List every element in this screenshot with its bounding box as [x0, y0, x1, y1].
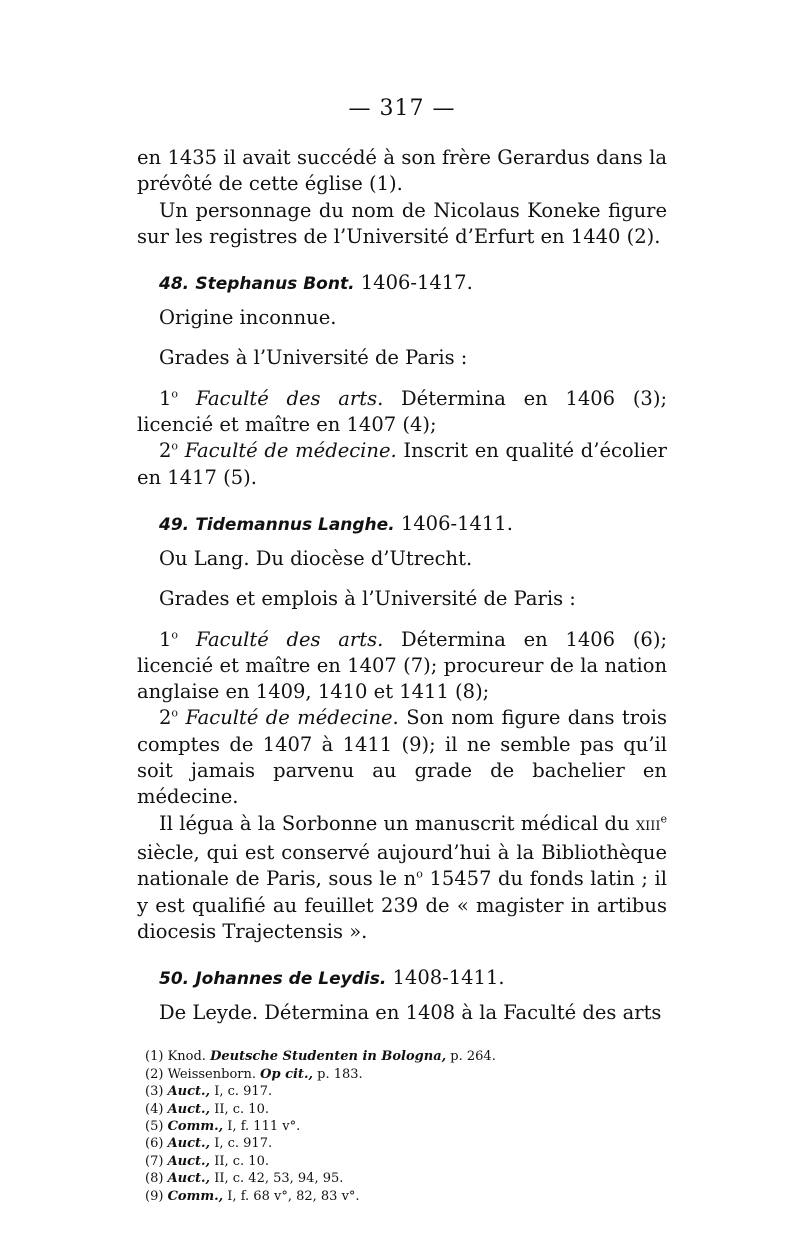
- footnote-post: I, c. 917.: [214, 1136, 273, 1152]
- entry-48-grade-1: [137, 386, 667, 439]
- footnote-post: p. 183.: [317, 1066, 363, 1082]
- footnote-pre: Knod.: [167, 1049, 206, 1065]
- entry-48-grade-1-faculty: Faculté des arts.: [195, 386, 384, 410]
- entry-49-name: Tidemannus Langhe.: [195, 514, 395, 535]
- entry-49-grade-2-text: Son nom figure dans trois comptes de 1407 à 1411 (9); il ne semble pas qu’il soit jamais parvenu au grade de bachelier en médecine.: [137, 706, 668, 809]
- entry-49-number: 49.: [159, 514, 190, 535]
- footnote-post: I, f. 68 v°, 82, 83 v°.: [227, 1188, 360, 1204]
- entry-49-grade-2-number: 2: [159, 706, 172, 730]
- footnote: [145, 1188, 667, 1205]
- entry-49-heading: [137, 511, 667, 538]
- entry-48-grade-2: [137, 438, 667, 491]
- intro-paragraph-2: Un personnage du nom de Nicolaus Koneke figure sur les registres de l’Université d’Erfurt en 1440 (2).: [137, 198, 667, 248]
- entry-49-grade-1-sup: o: [171, 628, 179, 642]
- footnote: [145, 1170, 667, 1187]
- footnote-post: II, c. 42, 53, 94, 95.: [214, 1171, 344, 1187]
- footnotes: [137, 1048, 667, 1205]
- entry-48-grade-1-number: 1: [159, 386, 172, 410]
- page-number: — 317 —: [348, 96, 456, 121]
- footnote-title: Auct.,: [167, 1084, 211, 1100]
- entry-50-dates: 1408-1411.: [392, 966, 505, 990]
- entry-48-grades: Grades à l’Université de Paris :: [159, 346, 468, 370]
- entry-49-grade-1: [137, 627, 667, 706]
- entry-48-grade-2-number: 2: [159, 439, 172, 463]
- entry-48-heading: [137, 270, 667, 297]
- footnote-number: (2): [145, 1066, 164, 1082]
- footnote: [145, 1153, 667, 1170]
- entry-48-grade-2-faculty: Faculté de médecine.: [184, 439, 397, 463]
- page: [137, 96, 667, 1205]
- footnote-number: (3): [145, 1084, 164, 1100]
- entry-49-legacy: [137, 811, 667, 945]
- footnote-post: II, c. 10.: [214, 1153, 269, 1169]
- entry-49-grade-2-sup: o: [171, 706, 179, 720]
- footnote: [145, 1135, 667, 1152]
- entry-48-grade-1-text: Détermina en 1406 (3); licencié et maître en 1407 (4);: [137, 386, 668, 437]
- entry-49-grade-1-text: Détermina en 1406 (6); licencié et maître en 1407 (7); procureur de la nation anglaise en 1409, 1410 et 1411 (8);: [137, 627, 668, 704]
- footnote-post: II, c. 10.: [214, 1101, 269, 1117]
- footnote: [145, 1066, 667, 1083]
- entry-48-grade-2-text: Inscrit en qualité d’écolier en 1417 (5).: [137, 439, 668, 489]
- footnote: [145, 1083, 667, 1100]
- footnote-post: I, f. 111 v°.: [227, 1119, 301, 1135]
- entry-49-origin: Ou Lang. Du diocèse d’Utrecht.: [159, 546, 473, 570]
- entry-48-origin: Origine inconnue.: [159, 306, 337, 330]
- footnote-title: Comm.,: [167, 1188, 224, 1204]
- footnote-title: Auct.,: [167, 1101, 211, 1117]
- footnote-number: (5): [145, 1119, 164, 1135]
- footnote: [145, 1048, 667, 1065]
- footnote-title: Auct.,: [167, 1171, 211, 1187]
- footnote-post: I, c. 917.: [214, 1084, 273, 1100]
- entry-48-grade-1-sup: o: [171, 387, 179, 401]
- footnote-number: (4): [145, 1101, 164, 1117]
- footnote-title: Auct.,: [167, 1136, 211, 1152]
- footnote-number: (6): [145, 1136, 164, 1152]
- entry-49-legacy-b: siècle, qui est conservé aujourd’hui à la Bibliothèque nationale de Paris, sous le n: [137, 840, 667, 891]
- footnote-title: Auct.,: [167, 1153, 211, 1169]
- entry-49-grades: Grades et emplois à l’Université de Paris :: [159, 587, 576, 611]
- footnote-number: (7): [145, 1153, 164, 1169]
- entry-49-dates: 1406-1411.: [400, 511, 513, 535]
- footnote-pre: Weissenborn.: [167, 1066, 256, 1082]
- entry-48-number: 48.: [159, 274, 190, 295]
- entry-50-text: De Leyde. Détermina en 1408 à la Faculté des arts: [159, 1001, 662, 1025]
- footnote-number: (9): [145, 1188, 164, 1204]
- entry-50-number: 50.: [159, 969, 190, 990]
- footnote-title: Deutsche Studenten in Bologna,: [210, 1049, 447, 1065]
- entry-49-legacy-a: Il légua à la Sorbonne un manuscrit médical du: [159, 811, 630, 835]
- intro-paragraph-1: en 1435 il avait succédé à son frère Gerardus dans la prévôté de cette église (1).: [137, 146, 667, 196]
- footnote-number: (8): [145, 1171, 164, 1187]
- footnote-title: Comm.,: [167, 1119, 224, 1135]
- entry-49-grade-1-number: 1: [159, 627, 172, 651]
- entry-49-grade-2-faculty: Faculté de médecine.: [185, 706, 399, 730]
- entry-50-name: Johannes de Leydis.: [195, 969, 387, 990]
- entry-49-legacy-no-sup: o: [416, 867, 423, 881]
- entry-49-grade-1-faculty: Faculté des arts.: [195, 627, 384, 651]
- entry-50-heading: [137, 965, 667, 992]
- entry-49-legacy-century: XIII: [635, 818, 661, 834]
- entry-49-grade-2: [137, 705, 667, 810]
- entry-49-legacy-century-sup: e: [660, 812, 667, 826]
- footnote: [145, 1118, 667, 1135]
- footnote: [145, 1101, 667, 1118]
- entry-49-legacy-c: 15457 du fonds latin ; il y est qualifié au feuillet 239 de « magister in artibus diocesis Trajectensis ».: [137, 867, 667, 943]
- footnote-post: p. 264.: [450, 1049, 496, 1065]
- entry-48-dates: 1406-1417.: [360, 271, 473, 295]
- footnote-number: (1): [145, 1049, 164, 1065]
- footnote-title: Op cit.,: [260, 1066, 313, 1082]
- entry-48-name: Stephanus Bont.: [195, 274, 355, 295]
- entry-48-grade-2-sup: o: [171, 439, 179, 453]
